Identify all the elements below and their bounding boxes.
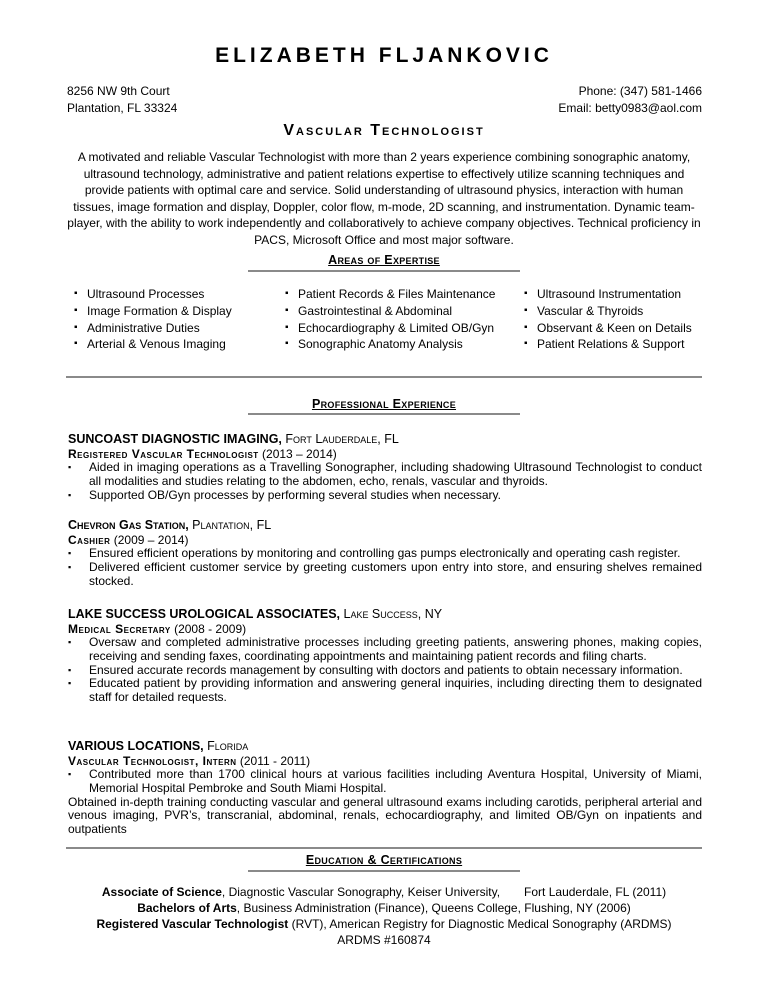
employer-location: Plantation, FL — [188, 518, 272, 532]
job-bullet: ▪ Educated patient by providing information and answering general inquiries, including directing them to designated staff for detailed requests. — [68, 677, 702, 705]
employer-name: SUNCOAST DIAGNOSTIC IMAGING, — [68, 432, 282, 446]
job-entry-lake-success — [68, 606, 702, 705]
expertise-divider-bottom — [66, 376, 702, 378]
expertise-item: ▪ Gastrointestinal & Abdominal — [281, 303, 521, 320]
education-heading: Education & Certifications — [305, 853, 463, 867]
expertise-heading: Areas of Expertise — [328, 253, 440, 267]
role-title: Registered Vascular Technologist — [68, 447, 259, 461]
job-bullet: ▪ Ensured accurate records management by consulting with doctors and patients to obtain necessary information. — [68, 664, 702, 678]
certification-number: ARDMS #160874 — [337, 933, 431, 947]
experience-heading: Professional Experience — [311, 397, 457, 411]
resume-name: ELIZABETH FLJANKOVIC — [215, 44, 553, 67]
expertise-item: ▪ Patient Relations & Support — [520, 336, 694, 353]
job-bullet: ▪ Supported OB/Gyn processes by performing several studies when necessary. — [68, 489, 702, 503]
job-entry-chevron — [68, 517, 702, 588]
employer-name: VARIOUS LOCATIONS, — [68, 739, 204, 753]
job-entry-suncoast — [68, 431, 702, 502]
profile-summary: A motivated and reliable Vascular Technologist with more than 2 years experience combining sonographic anatomy, ultrasound technology, administrative and patient relations expertise to effectively utilize scanning techniques and provide patients with optimal care and service. Solid understanding of ultrasound physics, interaction with human tissues, image formation and display, Doppler, color flow, m-mode, 2D scanning, and instrumentation. Dynamic team-player, with the ability to work independently and collaboratively to achieve company objectives. Technical proficiency in PACS, Microsoft Office and most major software. — [67, 150, 701, 247]
employer-location: Lake Success, NY — [340, 607, 443, 621]
employer-name: LAKE SUCCESS UROLOGICAL ASSOCIATES, — [68, 607, 341, 621]
job-bullet: ▪ Oversaw and completed administrative processes including greeting patients, answering phones, making copies, receiving and sending faxes, coordinating appointments and maintaining patient records and filing charts. — [68, 636, 702, 664]
training-note: Obtained in-depth training conducting vascular and general ultrasound exams including carotids, peripheral arterial and venous imaging, PVR’s, transcranial, abdominal, renals, echocardiography, and limited OB/Gyn on inpatients and outpatients — [68, 794, 702, 837]
job-bullet: ▪ Contributed more than 1700 clinical hours at various facilities including Aventura Hospital, University of Miami, Memorial Hospital Pembroke and South Miami Hospital. — [68, 768, 702, 796]
expertise-item: ▪ Observant & Keen on Details — [520, 320, 694, 337]
education-entry — [66, 900, 702, 916]
expertise-column-3 — [520, 286, 694, 353]
address-line-1: 8256 NW 9th Court — [67, 84, 170, 98]
expertise-item: ▪ Patient Records & Files Maintenance — [281, 286, 521, 303]
education-list — [66, 884, 702, 948]
expertise-item: ▪ Echocardiography & Limited OB/Gyn — [281, 320, 521, 337]
certification-name: Registered Vascular Technologist — [96, 917, 289, 931]
role-dates: (2009 – 2014) — [110, 533, 189, 547]
certification-details: (RVT), American Registry for Diagnostic Medical Sonography (ARDMS) — [288, 917, 672, 931]
education-entry — [66, 884, 702, 900]
degree-name: Associate of Science — [101, 885, 222, 899]
role-dates: (2011 - 2011) — [236, 754, 311, 768]
employer-location: Florida — [203, 739, 249, 753]
degree-location: Fort Lauderdale, FL (2011) — [524, 885, 667, 899]
expertise-divider-top — [248, 270, 520, 272]
education-divider-top — [66, 847, 702, 849]
job-bullet: ▪ Ensured efficient operations by monitoring and controlling gas pumps electronically and operating cash register. — [68, 547, 702, 561]
expertise-column-2 — [281, 286, 521, 353]
expertise-item: ▪ Ultrasound Processes — [70, 286, 270, 303]
experience-divider — [248, 413, 520, 415]
education-divider — [248, 870, 520, 872]
expertise-item: ▪ Arterial & Venous Imaging — [70, 336, 270, 353]
address-line-2: Plantation, FL 33324 — [67, 101, 178, 115]
phone-text: Phone: (347) 581-1466 — [578, 84, 702, 98]
employer-location: Fort Lauderdale, FL — [281, 432, 399, 446]
expertise-item: ▪ Administrative Duties — [70, 320, 270, 337]
degree-name: Bachelors of Arts — [137, 901, 237, 915]
job-title-heading: Vascular Technologist — [283, 122, 485, 139]
role-title: Cashier — [68, 533, 111, 547]
role-title: Vascular Technologist, Intern — [68, 754, 237, 768]
job-bullet: ▪ Delivered efficient customer service by greeting customers upon entry into store, and ensuring shelves remained stocked. — [68, 561, 702, 589]
employer-name: Chevron Gas Station, — [68, 518, 189, 532]
job-entry-various — [68, 738, 702, 837]
email-text: Email: betty0983@aol.com — [558, 101, 702, 115]
expertise-item: ▪ Ultrasound Instrumentation — [520, 286, 694, 303]
expertise-item: ▪ Sonographic Anatomy Analysis — [281, 336, 521, 353]
role-dates: (2008 - 2009) — [170, 622, 247, 636]
role-title: Medical Secretary — [68, 622, 171, 636]
expertise-item: ▪ Vascular & Thyroids — [520, 303, 694, 320]
expertise-item: ▪ Image Formation & Display — [70, 303, 270, 320]
job-bullet: ▪ Aided in imaging operations as a Travelling Sonographer, including shadowing Ultrasound Technologist to conduct all modalities and studies relating to the abdomen, echo, renals, vascular and thyroids. — [68, 461, 702, 489]
role-dates: (2013 – 2014) — [258, 447, 337, 461]
degree-details: , Diagnostic Vascular Sonography, Keiser University, — [221, 885, 501, 899]
certification-entry — [66, 916, 702, 932]
degree-details: , Business Administration (Finance), Queens College, Flushing, NY (2006) — [236, 901, 631, 915]
address-block — [67, 83, 177, 117]
contact-block — [558, 83, 702, 117]
expertise-column-1 — [70, 286, 270, 353]
